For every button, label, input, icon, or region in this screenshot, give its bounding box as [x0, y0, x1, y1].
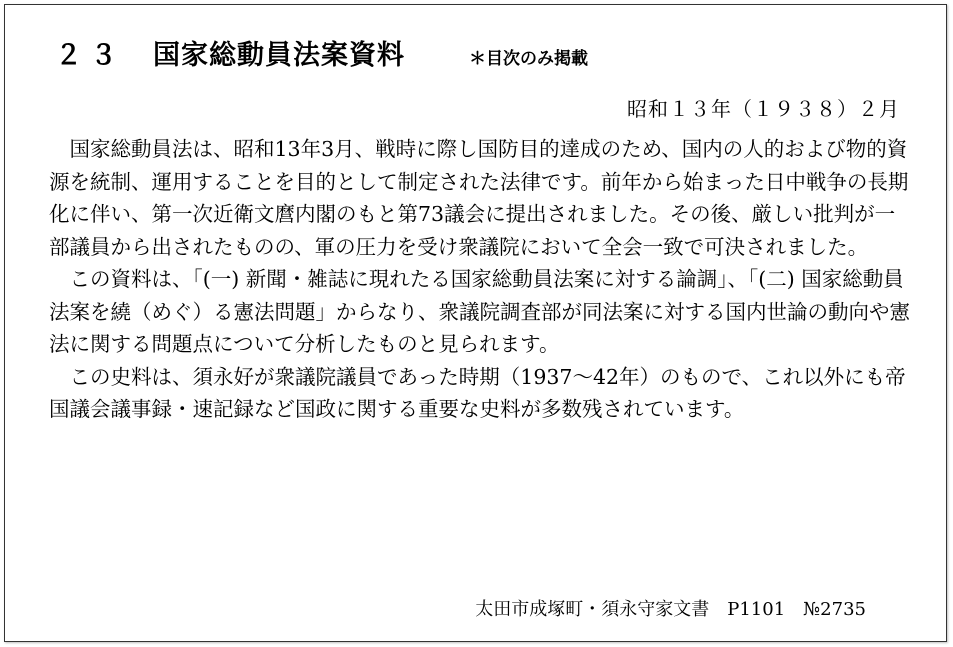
- document-heading: [55, 33, 588, 72]
- source-citation: 太田市成塚町・須永守家文書 P1101 №2735: [475, 599, 866, 620]
- contents-note: ＊目次のみ掲載: [469, 49, 588, 69]
- document-panel: [4, 4, 947, 642]
- paragraph-source-context: この史料は、須永好が衆議院議員であった時期（1937～42年）のもので、これ以外にも帝国議会議事録・速記録など国政に関する重要な史料が多数残されています。: [49, 364, 906, 421]
- paragraph-law-overview: 国家総動員法は、昭和13年3月、戦時に際し国防目的達成のため、国内の人的および物的資源を統制、運用することを目的として制定された法律です。前年から始まった日中戦争の長期化に伴い、第一次近衛文麿内閣のもと第73議会に提出されました。その後、厳しい批判が一部議員から出されたものの、軍の圧力を受け衆議院において全会一致で可決されました。: [49, 137, 909, 259]
- document-date: 昭和１３年（１９３８）２月: [627, 97, 900, 121]
- description-body: [49, 133, 915, 426]
- item-number: ２３: [55, 40, 125, 71]
- document-title: 国家総動員法案資料: [153, 40, 405, 71]
- paragraph-material-contents: この資料は、「(一) 新聞・雑誌に現れたる国家総動員法案に対する論調」、「(二) 国家総動員法案を繞（めぐ）る憲法問題」からなり、衆議院調査部が同法案に対する国内世論の動向や憲法に関する問題点について分析したものと見られます。: [49, 267, 910, 356]
